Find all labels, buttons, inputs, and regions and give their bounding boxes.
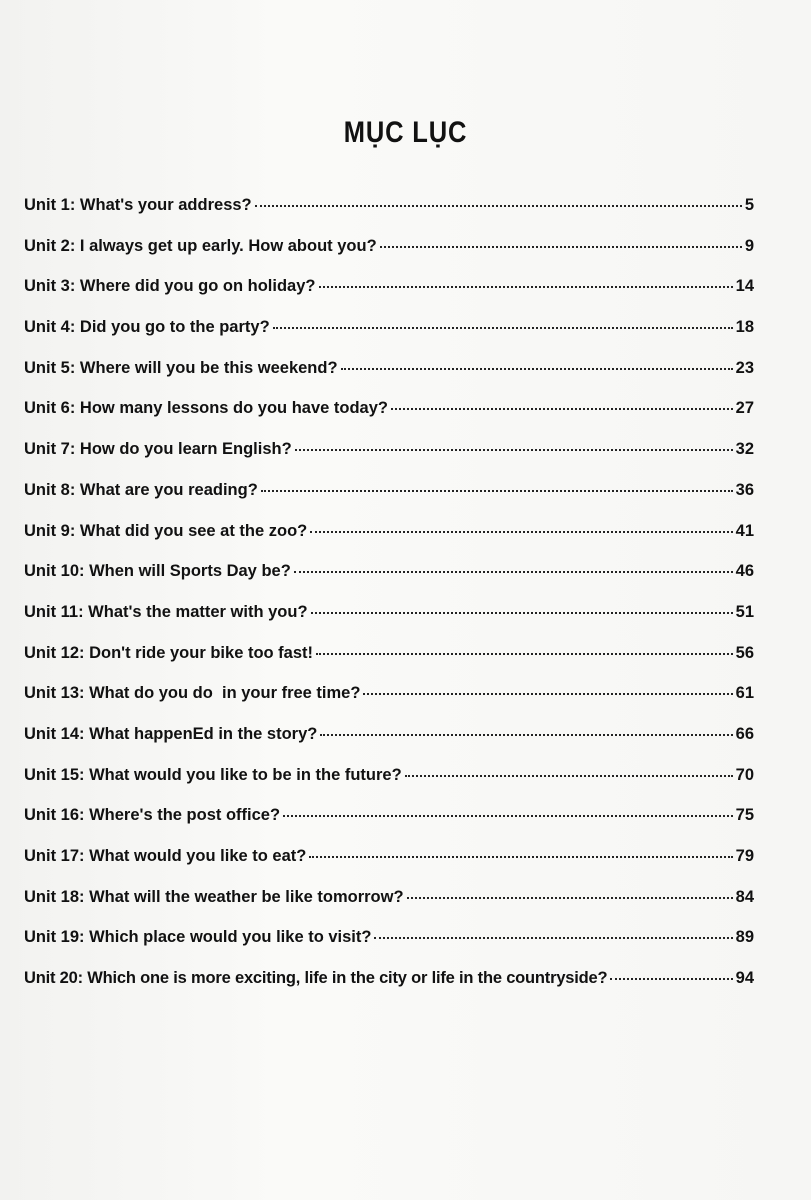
page-title: MỤC LỤC [343,116,468,149]
dot-leader [295,449,733,451]
dot-leader [316,653,733,655]
toc-entry [24,603,754,644]
table-of-contents [24,196,754,1010]
toc-entry-title: Unit 4: Did you go to the party? [24,318,270,337]
dot-leader [283,815,733,817]
toc-entry-title: Unit 13: What do you do in your free time? [24,684,361,703]
toc-entry-page: 66 [735,724,754,743]
toc-entry-page: 51 [735,602,754,621]
dot-leader [273,327,733,329]
toc-entry-page: 79 [735,847,754,865]
dot-leader [255,205,742,207]
toc-entry-page: 61 [735,684,754,703]
toc-entry [24,888,754,929]
toc-entry-page: 84 [735,887,754,906]
toc-entry [24,684,754,725]
toc-entry [24,481,754,522]
toc-entry-title: Unit 5: Where will you be this weekend? [24,358,338,377]
toc-entry-page: 89 [735,928,754,947]
toc-entry-title: Unit 9: What did you see at the zoo? [24,521,308,540]
toc-entry-page: 18 [735,318,754,337]
toc-entry-title: Unit 18: What will the weather be like tomorrow? [24,887,404,906]
toc-entry [24,562,754,603]
dot-leader [319,286,733,288]
toc-entry-title: Unit 14: What happenEd in the story? [24,724,318,743]
toc-entry-page: 14 [735,277,754,296]
toc-entry [24,847,754,888]
toc-entry [24,928,754,969]
toc-entry-page: 9 [744,236,754,255]
toc-entry-title: Unit 15: What would you like to be in the future? [24,765,402,784]
toc-entry [24,522,754,563]
toc-entry [24,766,754,807]
toc-entry [24,277,754,318]
toc-entry-title: Unit 7: How do you learn English? [24,440,292,459]
dot-leader [407,897,733,899]
toc-entry-page: 75 [735,806,754,825]
dot-leader [610,978,732,980]
dot-leader [380,246,742,248]
dot-leader [309,856,732,858]
dot-leader [311,612,733,614]
toc-entry-page: 70 [735,765,754,784]
toc-entry-page: 32 [735,440,754,459]
dot-leader [374,937,732,939]
toc-entry-title: Unit 12: Don't ride your bike too fast! [24,643,314,662]
toc-entry-page: 46 [735,562,754,581]
toc-entry-page: 5 [744,196,754,214]
toc-entry-title: Unit 2: I always get up early. How about you? [24,236,377,255]
toc-entry-title: Unit 17: What would you like to eat? [24,847,307,865]
dot-leader [363,693,732,695]
dot-leader [261,490,733,492]
toc-entry-page: 56 [735,643,754,662]
toc-entry-page: 23 [735,358,754,377]
toc-entry [24,806,754,847]
toc-entry [24,969,754,1010]
toc-entry-title: Unit 19: Which place would you like to visit? [24,928,372,947]
dot-leader [341,368,733,370]
toc-entry-title: Unit 16: Where's the post office? [24,806,281,825]
toc-entry [24,237,754,278]
dot-leader [391,408,733,410]
toc-entry-title: Unit 20: Which one is more exciting, life in the city or life in the countryside? [24,969,608,988]
toc-entry [24,725,754,766]
toc-entry-title: Unit 10: When will Sports Day be? [24,562,291,581]
toc-entry-page: 41 [735,521,754,540]
toc-entry-title: Unit 8: What are you reading? [24,480,258,499]
dot-leader [320,734,732,736]
dot-leader [294,571,733,573]
toc-entry [24,644,754,685]
toc-entry-title: Unit 3: Where did you go on holiday? [24,277,316,296]
toc-entry [24,196,754,237]
toc-entry-title: Unit 6: How many lessons do you have today? [24,399,388,418]
toc-entry-title: Unit 11: What's the matter with you? [24,602,308,621]
toc-entry [24,440,754,481]
dot-leader [310,531,732,533]
toc-entry-title: Unit 1: What's your address? [24,196,252,214]
toc-entry-page: 36 [735,480,754,499]
toc-entry [24,318,754,359]
toc-entry [24,359,754,400]
dot-leader [405,775,733,777]
toc-entry [24,399,754,440]
toc-entry-page: 27 [735,399,754,418]
toc-entry-page: 94 [735,969,754,988]
